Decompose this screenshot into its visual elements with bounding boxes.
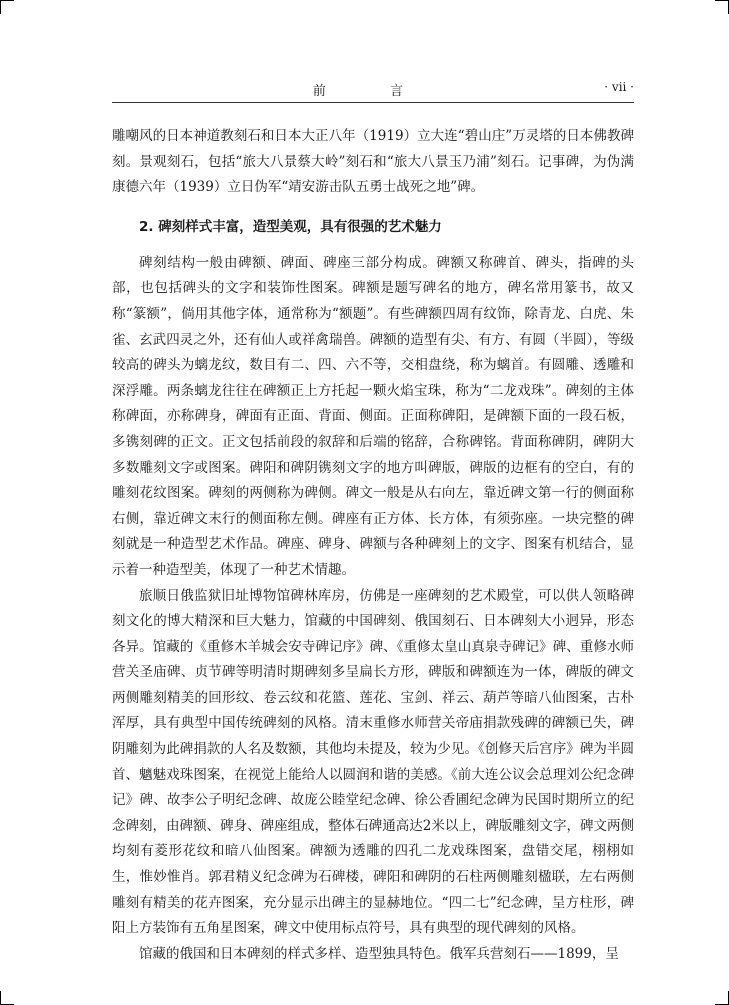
crop-mark-top-left-horizontal — [0, 0, 14, 1]
crop-mark-bottom-left-vertical — [0, 991, 1, 1005]
crop-mark-top-right-horizontal — [715, 0, 729, 1]
paragraph-stele-structure: 碑刻结构一般由碑额、碑面、碑座三部分构成。碑额又称碑首、碑头，指碑的头部，也包括碑头的文字和装饰性图案。碑额是题写碑名的地方，碑名常用篆书，故又称“篆额”，倘用其他字体，通常称为“额题”。有些碑额四周有纹饰，除青龙、白虎、朱雀、玄武四灵之外，还有仙人或祥禽瑞兽。碑额的造型有尖、有方、有圆（半圆），等级较高的碑头为螭龙纹，数目有二、四、六不等，交相盘绕，称为螭首。有圆雕、透雕和深浮雕。两条螭龙往往在碑额正上方托起一颗火焰宝珠，称为“二龙戏珠”。碑刻的主体称碑面，亦称碑身，碑面有正面、背面、侧面。正面称碑阳，是碑额下面的一段石板，多镌刻碑的正文。正文包括前段的叙辞和后端的铭辞，合称碑铭。背面称碑阴，碑阴大多数雕刻文字或图案。碑阳和碑阴镌刻文字的地方叫碑版，碑版的边框有的空白，有的雕刻花纹图案。碑刻的两侧称为碑侧。碑文一般是从右向左，靠近碑文第一行的侧面称右侧，靠近碑文末行的侧面称左侧。碑座有正方体、长方体，有须弥座。一块完整的碑刻就是一种造型艺术作品。碑座、碑身、碑额与各种碑刻上的文字、图案有机结合，显示着一种造型美，体现了一种艺术情趣。 — [112, 254, 634, 578]
paragraph-continued: 雕嘲风的日本神道教刻石和日本大正八年（1919）立大连“碧山庄”万灵塔的日本佛教碑刻。景观刻石，包括“旅大八景蔡大岭”刻石和“旅大八景玉乃浦”刻石。记事碑，为伪满康德六年（1939）立日伪军“靖安游击队五勇士战死之地”碑。 — [112, 128, 634, 196]
header-rule — [112, 102, 634, 103]
section-heading: 2. 碑刻样式丰富，造型美观，具有很强的艺术魅力 — [139, 218, 442, 235]
running-header — [112, 78, 634, 98]
paragraph-museum-collection: 旅顺日俄监狱旧址博物馆碑林库房，仿佛是一座碑刻的艺术殿堂，可以供人领略碑刻文化的博大精深和巨大魅力，馆藏的中国碑刻、俄国刻石、日本碑刻大小迥异，形态各异。馆藏的《重修木羊城会安寺碑记序》碑、《重修太皇山真泉寺碑记》碑、重修水师营关圣庙碑、贞节碑等明清时期碑刻多呈扁长方形，碑版和碑额连为一体，碑版的碑文两侧雕刻精美的回形纹、卷云纹和花篮、莲花、宝剑、祥云、葫芦等暗八仙图案，古朴浑厚，具有典型中国传统碑刻的风格。清末重修水师营关帝庙捐款残碑的碑额已失，碑阴雕刻为此碑捐款的人名及数额，其他均未提及，较为少见。《创修天后宫序》碑为半圆首、魑魅戏珠图案，在视觉上能给人以圆润和谐的美感。《前大连公议会总理刘公纪念碑记》碑、故李公子明纪念碑、故庞公睦堂纪念碑、徐公香圃纪念碑为民国时期所立的纪念碑刻，由碑额、碑身、碑座组成，整体石碑通高达2米以上，碑版雕刻文字，碑文两侧均刻有菱形花纹和暗八仙图案。碑额为透雕的四孔二龙戏珠图案，盘错交尾，栩栩如生，惟妙惟肖。郭君精义纪念碑为石碑楼，碑阳和碑阴的石柱两侧雕刻楹联，左右两侧雕刻有精美的花卉图案，充分显示出碑主的显赫地位。“四二七”纪念碑，呈方柱形，碑阳上方装饰有五角星图案，碑文中使用标点符号，具有典型的现代碑刻的风格。 — [112, 587, 634, 937]
body-text — [112, 124, 634, 967]
paragraph-russian-japanese: 馆藏的俄国和日本碑刻的样式多样、造型独具特色。俄军兵营刻石——1899，呈 — [139, 945, 619, 962]
crop-mark-top-left-vertical — [0, 0, 1, 14]
header-title: 前 言 — [312, 84, 434, 99]
page-number: · vii · — [604, 80, 634, 94]
